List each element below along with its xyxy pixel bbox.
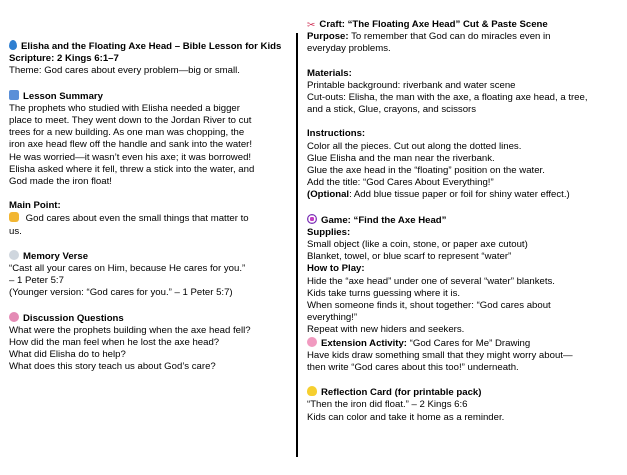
materials-heading: Materials: bbox=[307, 67, 352, 79]
materials-line: Cut-outs: Elisha, the man with the axe, a floating axe head, a tree, bbox=[307, 92, 588, 104]
extension-line: Have kids draw something small that they might worry about— bbox=[307, 349, 573, 361]
speech-bubble-icon bbox=[9, 250, 19, 260]
left-column bbox=[9, 40, 289, 374]
game-heading: Game: “Find the Axe Head” bbox=[307, 214, 623, 227]
discussion-question: What were the prophets building when the axe head fell? bbox=[9, 324, 251, 336]
instructions-line: Glue Elisha and the man near the riverbank. bbox=[307, 152, 495, 164]
memory-verse-line: “Cast all your cares on Him, because He cares for you.” bbox=[9, 263, 246, 275]
optional-note: (Optional: Add blue tissue paper or foil for shiny water effect.) bbox=[307, 189, 570, 201]
flower-icon bbox=[307, 337, 317, 347]
memory-verse-line: – 1 Peter 5:7 bbox=[9, 275, 64, 287]
how-to-play-line: Hide the “axe head” under one of several “water” blankets. bbox=[307, 275, 555, 287]
theme: Theme: God cares about every problem—big or small. bbox=[9, 65, 240, 77]
book-icon bbox=[9, 90, 19, 100]
memory-verse-heading: Memory Verse bbox=[9, 250, 289, 263]
supplies-line: Small object (like a coin, stone, or paper axe cutout) bbox=[307, 239, 528, 251]
extension-activity: Extension Activity: “God Cares for Me” Drawing bbox=[307, 337, 623, 350]
how-to-play-heading: How to Play: bbox=[307, 263, 365, 275]
summary-line: place to meet. They went down to the Jordan River to cut bbox=[9, 115, 252, 127]
column-divider bbox=[296, 33, 298, 457]
reflection-heading: Reflection Card (for printable pack) bbox=[307, 386, 623, 399]
right-column bbox=[307, 19, 623, 424]
how-to-play-line: Kids take turns guessing where it is. bbox=[307, 287, 461, 299]
main-point-line: us. bbox=[9, 225, 22, 237]
pointing-hand-icon bbox=[9, 212, 19, 222]
how-to-play-line: When someone finds it, shout together: “God cares about bbox=[307, 300, 551, 312]
discussion-question: How did the man feel when he lost the axe head? bbox=[9, 337, 220, 349]
instructions-line: Color all the pieces. Cut out along the dotted lines. bbox=[307, 140, 522, 152]
instructions-line: Add the title: “God Cares About Everything!” bbox=[307, 177, 494, 189]
scissors-icon: ✂ bbox=[307, 20, 316, 31]
reflection-line: “Then the iron did float.” – 2 Kings 6:6 bbox=[307, 399, 468, 411]
discussion-heading: Discussion Questions bbox=[9, 312, 289, 325]
summary-line: iron axe head flew off the handle and sank into the water! bbox=[9, 139, 253, 151]
how-to-play-line: Repeat with new hiders and seekers. bbox=[307, 324, 465, 336]
summary-heading: Lesson Summary bbox=[9, 90, 289, 103]
discussion-question: What did Elisha do to help? bbox=[9, 349, 126, 361]
droplet-icon bbox=[9, 40, 17, 50]
supplies-heading: Supplies: bbox=[307, 226, 351, 238]
summary-line: trees for a new building. As one man was chopping, the bbox=[9, 127, 245, 139]
materials-line: Printable background: riverbank and water scene bbox=[307, 79, 516, 91]
how-to-play-line: everything!” bbox=[307, 312, 358, 324]
summary-line: The prophets who studied with Elisha needed a bigger bbox=[9, 102, 240, 114]
instructions-heading: Instructions: bbox=[307, 128, 366, 140]
craft-heading: ✂ Craft: “The Floating Axe Head” Cut & Paste Scene bbox=[307, 19, 548, 31]
purpose-cont: everyday problems. bbox=[307, 43, 391, 55]
target-icon bbox=[307, 214, 317, 224]
supplies-line: Blanket, towel, or blue scarf to represent “water” bbox=[307, 251, 512, 263]
lesson-title: Elisha and the Floating Axe Head – Bible Lesson for Kids bbox=[9, 40, 289, 53]
materials-line: and a stick, Glue, crayons, and scissors bbox=[307, 104, 477, 116]
summary-line: God made the iron float! bbox=[9, 176, 112, 188]
summary-line: He was worried—it wasn’t even his axe; it was borrowed! bbox=[9, 151, 252, 163]
extension-line: then write “God cares about this too!” underneath. bbox=[307, 362, 519, 374]
main-point-line: God cares about even the small things that matter to bbox=[9, 212, 289, 225]
scripture: Scripture: 2 Kings 6:1–7 bbox=[9, 53, 119, 65]
main-point-heading: Main Point: bbox=[9, 200, 61, 212]
reflection-line: Kids can color and take it home as a reminder. bbox=[307, 411, 505, 423]
purpose: Purpose: To remember that God can do miracles even in bbox=[307, 31, 551, 43]
memory-verse-line: (Younger version: “God cares for you.” – 1 Peter 5:7) bbox=[9, 287, 233, 299]
summary-line: Elisha asked where it fell, threw a stick into the water, and bbox=[9, 163, 255, 175]
discussion-question: What does this story teach us about God’s care? bbox=[9, 361, 216, 373]
brain-icon bbox=[9, 312, 19, 322]
lightbulb-icon bbox=[307, 386, 317, 396]
instructions-line: Glue the axe head in the “floating” position on the water. bbox=[307, 165, 545, 177]
